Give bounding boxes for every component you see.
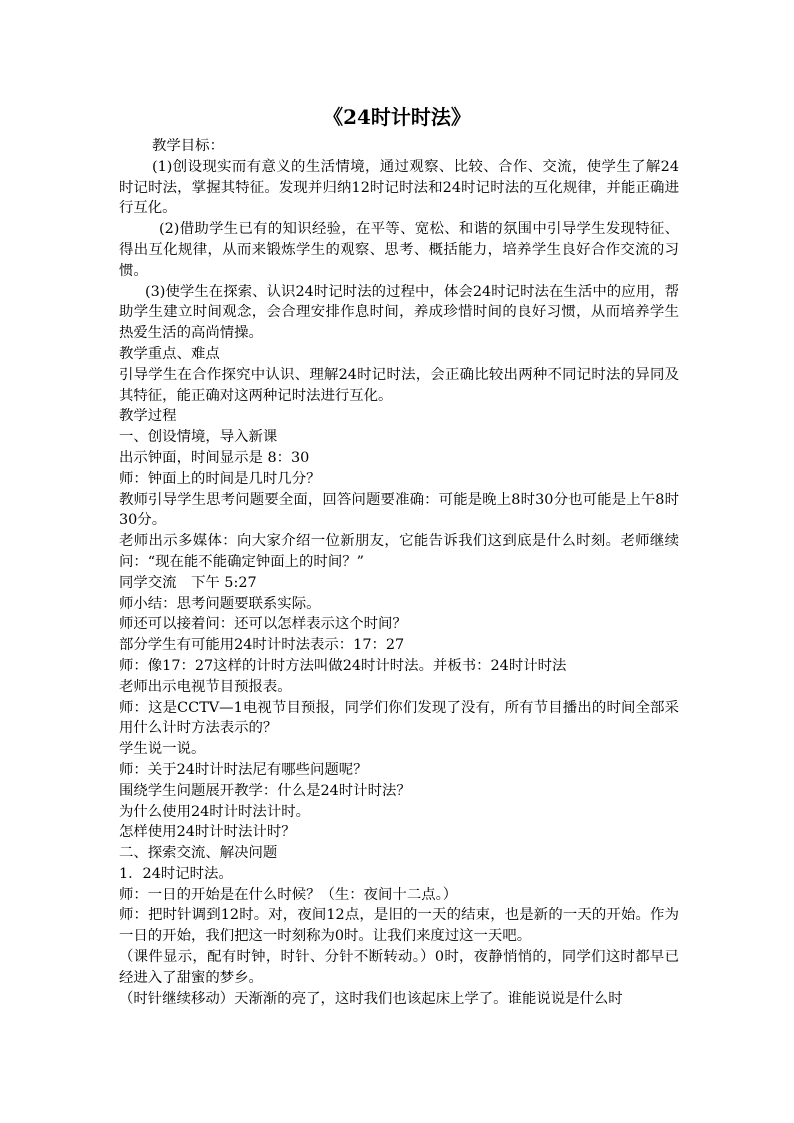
paragraph: 一、创设情境，导入新课 xyxy=(119,429,278,446)
paragraph: 老师出示电视节目预报表。 xyxy=(119,678,292,695)
paragraph: 引导学生在合作探究中认识、理解24时记时法，会正确比较出两种不同记时法的异同及其特征，能正确对这两种记时法进行互化。 xyxy=(119,366,679,404)
paragraph: 师还可以接着问：还可以怎样表示这个时间？ xyxy=(119,616,407,633)
paragraph: 教师引导学生思考问题要全面，回答问题要准确：可能是晚上8时30分也可能是上午8时30分。 xyxy=(119,491,679,529)
paragraph: 师小结：思考问题要联系实际。 xyxy=(119,595,321,612)
paragraph: (2)借助学生已有的知识经验，在平等、宽松、和谐的氛围中引导学生发现特征、得出互化规律，从而来锻炼学生的观察、思考、概括能力，培养学生良好合作交流的习惯。 xyxy=(119,221,679,279)
paragraph: 师：像17：27这样的计时方法叫做24时计时法。并板书：24时计时法 xyxy=(119,657,567,674)
paragraph: 怎样使用24时计时法计时？ xyxy=(119,824,296,841)
paragraph: (1)创设现实而有意义的生活情境，通过观察、比较、合作、交流，使学生了解24时记时法，掌握其特征。发现并归纳12时记时法和24时记时法的互化规律，并能正确进行互化。 xyxy=(119,158,679,217)
paragraph: 老师出示多媒体：向大家介绍一位新朋友，它能告诉我们这到底是什么时刻。老师继续问：“现在能不能确定钟面上的时间？” xyxy=(119,533,679,570)
document-title: 《24时计时法》 xyxy=(323,105,471,129)
paragraph: 师：钟面上的时间是几时几分？ xyxy=(119,470,321,487)
paragraph: （时针继续移动）天渐渐的亮了，这时我们也该起床上学了。谁能说说是什么时 xyxy=(119,990,623,1007)
paragraph: 师：关于24时计时法尼有哪些问题呢？ xyxy=(119,761,368,778)
paragraph: 学生说一说。 xyxy=(119,741,206,758)
paragraph: 教学目标： xyxy=(152,138,224,154)
paragraph: (3)使学生在探索、认识24时记时法的过程中，体会24时记时法在生活中的应用，帮助学生建立时间观念，会合理安排作息时间，养成珍惜时间的良好习惯，从而培养学生热爱生活的高尚情操。 xyxy=(119,283,679,342)
paragraph: 围绕学生问题展开教学：什么是24时计时法？ xyxy=(119,782,411,799)
paragraph: 同学交流 下午 5:27 xyxy=(119,574,257,591)
paragraph: （课件显示，配有时钟，时针、分针不断转动。）0时，夜静悄悄的，同学们这时都早已经进入了甜蜜的梦乡。 xyxy=(119,949,679,986)
paragraph: 出示钟面，时间显示是 8：30 xyxy=(119,449,310,466)
document-body xyxy=(119,136,679,1009)
paragraph: 教学过程 xyxy=(119,408,177,425)
paragraph: 教学重点、难点 xyxy=(119,345,220,362)
paragraph: 师：这是CCTV—1电视节目预报，同学们你们发现了没有，所有节目播出的时间全部采用什么计时方法表示的？ xyxy=(119,699,679,737)
paragraph: 师：一日的开始是在什么时候？（生：夜间十二点。） xyxy=(119,886,458,903)
paragraph: 为什么使用24时计时法计时。 xyxy=(119,803,310,820)
paragraph: 二、探索交流、解决问题 xyxy=(119,845,278,862)
paragraph: 师：把时针调到12时。对，夜间12点，是旧的一天的结束，也是新的一天的开始。作为一日的开始，我们把这一时刻称为0时。让我们来度过这一天吧。 xyxy=(119,907,679,945)
paragraph: 部分学生有可能用24时计时法表示：17：27 xyxy=(119,637,405,654)
paragraph: 1．24时记时法。 xyxy=(119,865,233,882)
